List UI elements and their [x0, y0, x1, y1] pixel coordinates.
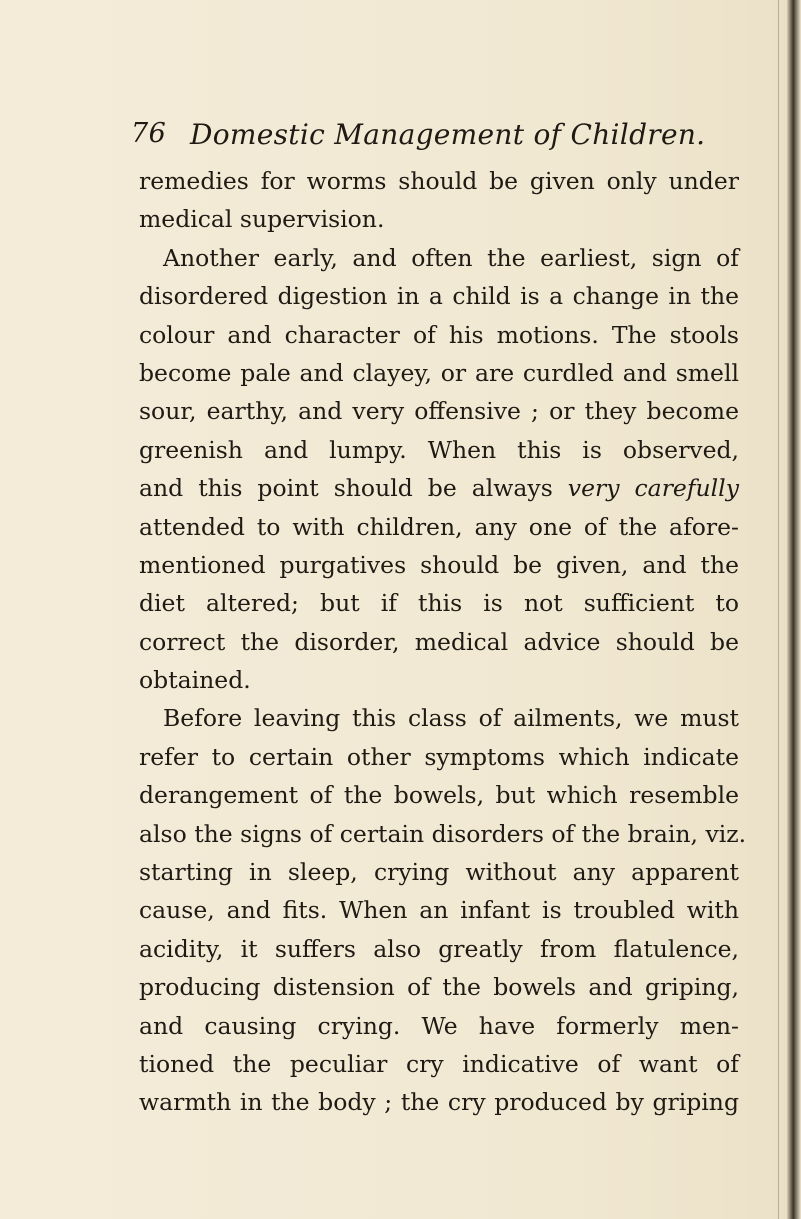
- text-line: producing distension of the bowels and griping,: [139, 973, 739, 1002]
- running-title: Domestic Management of Children.: [190, 118, 706, 151]
- text-line: also the signs of certain disorders of the brain, viz.: [139, 819, 747, 848]
- text-line: remedies for worms should be given only under: [139, 167, 739, 195]
- text-line: attended to with children, any one of the afore-: [139, 512, 739, 541]
- italic-emphasis: very carefully: [567, 474, 739, 503]
- text-line: diet altered; but if this is not sufficient to: [139, 589, 739, 618]
- text-line: starting in sleep, crying without any apparent: [139, 858, 739, 887]
- text-line: colour and character of his motions. The stools: [139, 320, 739, 349]
- text-line: correct the disorder, medical advice should be: [139, 627, 739, 656]
- text-line: refer to certain other symptoms which indicate: [139, 742, 739, 771]
- text-line: mentioned purgatives should be given, and the: [139, 550, 739, 579]
- paragraph-start-line: Before leaving this class of ailments, we must: [163, 704, 739, 733]
- text-line: greenish and lumpy. When this is observed,: [139, 435, 739, 464]
- text-line: warmth in the body ; the cry produced by griping: [139, 1088, 739, 1117]
- text-line: sour, earthy, and very offensive ; or they become: [139, 397, 739, 426]
- running-head: [131, 118, 731, 158]
- text-line: become pale and clayey, or are curdled and smell: [139, 358, 739, 387]
- text-line-mixed: [139, 469, 739, 507]
- text-line: obtained.: [139, 666, 251, 695]
- text-line: acidity, it suffers also greatly from flatulence,: [139, 934, 739, 963]
- text-line: medical supervision.: [139, 205, 385, 234]
- page-binding-edge: [787, 0, 801, 1219]
- text-line: disordered digestion in a child is a change in the: [139, 282, 739, 311]
- text-line: cause, and fits. When an infant is troubled with: [139, 896, 739, 925]
- text-line: tioned the peculiar cry indicative of want of: [139, 1049, 739, 1078]
- text-segment: and this point should be always: [139, 474, 553, 503]
- text-line: and causing crying. We have formerly men-: [139, 1011, 739, 1040]
- text-line: derangement of the bowels, but which resemble: [139, 781, 739, 810]
- page-number: 76: [131, 118, 167, 149]
- page-edge-line: [778, 0, 779, 1219]
- paragraph-start-line: Another early, and often the earliest, sign of: [163, 243, 739, 272]
- body-text: [139, 162, 747, 1122]
